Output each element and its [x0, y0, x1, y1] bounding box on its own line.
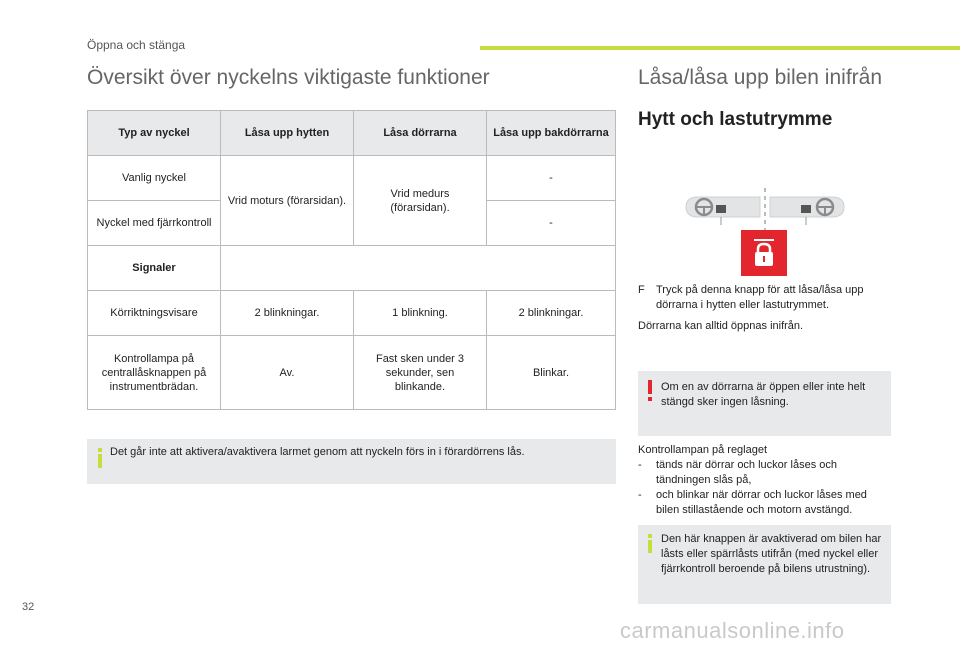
dash-marker: - — [638, 489, 642, 501]
table-cell: 2 blinkningar. — [221, 291, 354, 336]
section-title: Öppna och stänga — [87, 38, 186, 52]
table-cell: Körriktningsvisare — [88, 291, 221, 336]
table-cell: - — [487, 156, 616, 201]
section-accent-bar — [480, 46, 960, 50]
table-cell: 2 blinkningar. — [487, 291, 616, 336]
paragraph-text: Dörrarna kan alltid öppnas inifrån. — [638, 320, 804, 332]
left-heading: Översikt över nyckelns viktigaste funktioner — [87, 66, 490, 89]
right-heading: Låsa/låsa upp bilen inifrån — [638, 66, 883, 89]
right-subheading: Hytt och lastutrymme — [638, 109, 833, 130]
warning-note — [638, 371, 891, 436]
warning-text: Om en av dörrarna är öppen eller inte helt stängd sker ingen låsning. — [661, 381, 866, 408]
key-functions-table — [87, 110, 616, 410]
table-cell: Vrid moturs (förarsidan). — [221, 156, 354, 246]
table-header: Låsa upp hytten — [221, 111, 354, 156]
info-note — [638, 525, 891, 604]
info-icon-bar — [98, 454, 102, 468]
info-note-text: Det går inte att aktivera/avaktivera larmet genom att nyckeln förs in i förardörrens lås. — [110, 446, 525, 458]
table-cell: Signaler — [88, 246, 221, 291]
list-item: tänds när dörrar och luckor låses och tändningen slås på, — [656, 459, 837, 486]
table-cell: Fast sken under 3 sekunder, sen blinkande. — [354, 336, 487, 410]
info-note — [87, 439, 616, 484]
table-cell: 1 blinkning. — [354, 291, 487, 336]
list-item: och blinkar när dörrar och luckor låses med bilen stillastående och motorn avstängd. — [656, 489, 867, 516]
info-icon-bar — [648, 540, 652, 553]
table-cell: - — [487, 201, 616, 246]
table-cell — [221, 246, 616, 291]
table-header: Låsa dörrarna — [354, 111, 487, 156]
warning-icon — [648, 380, 652, 394]
instruction-text: Tryck på denna knapp för att låsa/låsa upp dörrarna i hytten eller lastutrymmet. — [656, 284, 864, 311]
warning-icon-dot — [648, 397, 652, 401]
lamp-intro: Kontrollampan på reglaget — [638, 444, 768, 456]
dash-marker: - — [638, 459, 642, 471]
info-icon — [98, 448, 102, 452]
watermark: carmanualsonline.info — [620, 618, 845, 643]
info-note-text: Den här knappen är avaktiverad om bilen har låsts eller spärrlåsts utifrån (med nyckel eller fjärrkontroll beroende på bilens utrustning). — [661, 533, 882, 575]
table-cell: Av. — [221, 336, 354, 410]
bullet-marker: F — [638, 284, 645, 296]
table-cell: Nyckel med fjärrkontroll — [88, 201, 221, 246]
info-icon — [648, 534, 652, 538]
table-cell: Vrid medurs (förarsidan). — [354, 156, 487, 246]
table-cell: Vanlig nyckel — [88, 156, 221, 201]
page-number: 32 — [22, 601, 35, 613]
table-cell: Kontrollampa på centrallåsknappen på instrumentbrädan. — [88, 336, 221, 410]
table-header: Låsa upp bakdörrarna — [487, 111, 616, 156]
lock-button-icon — [741, 230, 787, 276]
table-header: Typ av nyckel — [88, 111, 221, 156]
table-cell: Blinkar. — [487, 336, 616, 410]
